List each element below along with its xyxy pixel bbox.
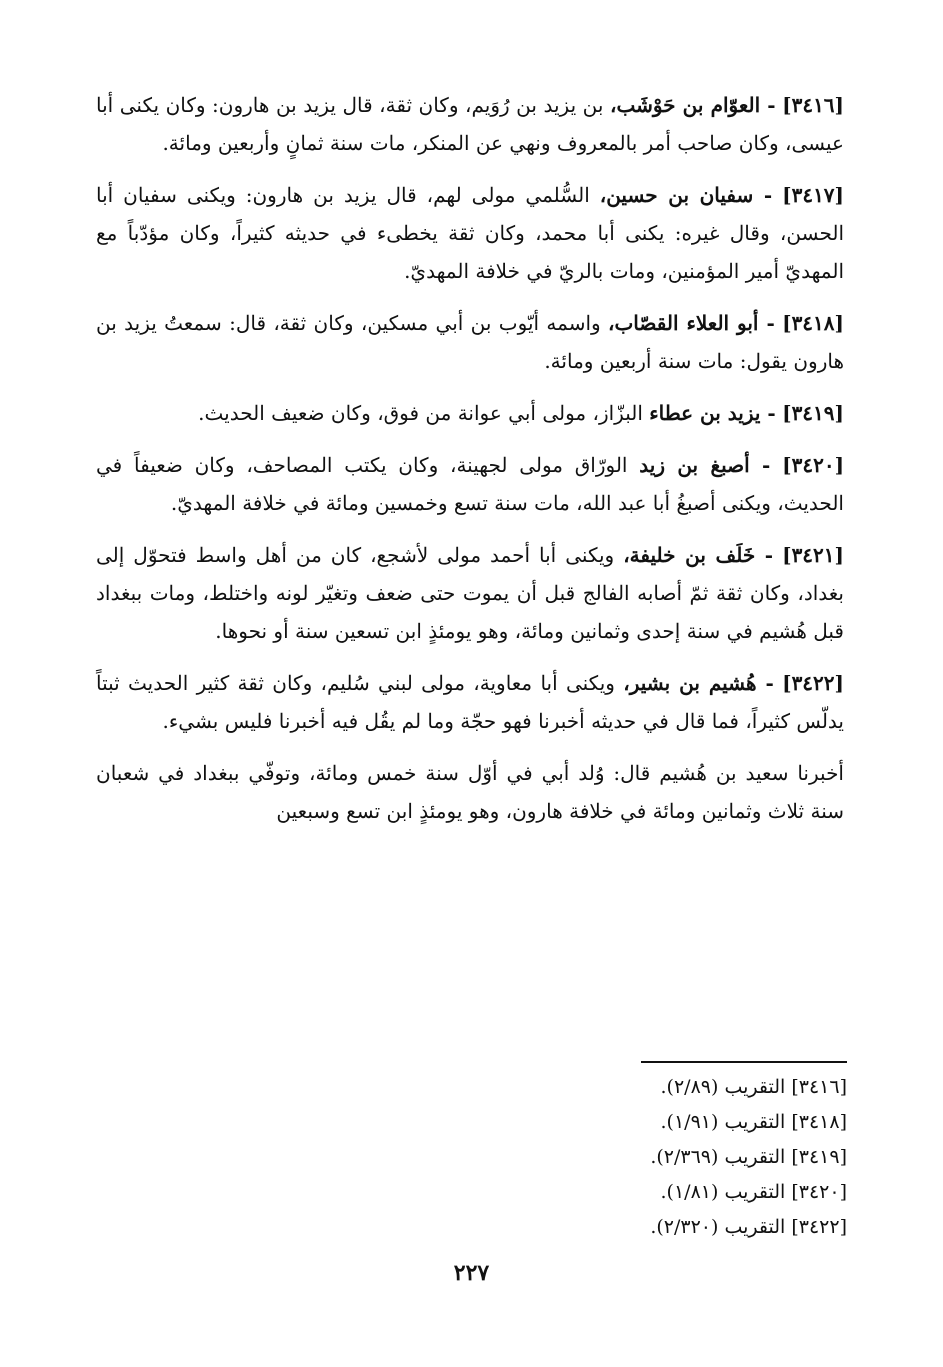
entry-number: [٣٤٢٢] — [782, 671, 844, 695]
main-text — [96, 86, 844, 844]
entry-text: الورّاق مولى لجهينة، وكان يكتب المصاحف، وكان ضعيفاً في الحديث، ويكنى أصبغُ أبا عبد الله، مات سنة تسع وخمسين ومائة في خلافة المهديّ. — [96, 453, 844, 515]
entry-name: - أصبغ بن زيد — [639, 453, 771, 477]
footnote: [٣٤١٩] التقريب (٢/٣٦٩). — [650, 1146, 847, 1168]
entry-3419 — [96, 394, 844, 432]
entry-number: [٣٤٢٠] — [782, 453, 845, 477]
entry-3418 — [96, 304, 844, 380]
narration-paragraph — [96, 754, 844, 830]
page-number: ٢٢٧ — [453, 1260, 490, 1286]
entry-3420 — [96, 446, 844, 522]
entry-text: السُّلمي مولى لهم، قال يزيد بن هارون: ويكنى سفيان أبا الحسن، وقال غيره: يكنى أبا محمد، وكان ثقة يخطىء في حديثه كثيراً، وكان مؤدّباً مع المهديّ أمير المؤمنين، ومات بالريّ في خلافة المهديّ. — [96, 183, 844, 283]
footnote: [٣٤٢٠] التقريب (١/٨١). — [660, 1181, 847, 1203]
entry-3422 — [96, 664, 844, 740]
entry-name: - هُشيم بن بشير، — [623, 671, 774, 695]
entry-text: واسمه أيّوب بن أبي مسكين، وكان ثقة، قال: سمعتُ يزيد بن هارون يقول: مات سنة أربعين ومائة. — [96, 311, 844, 373]
entry-3416 — [96, 86, 844, 162]
footnotes — [447, 1070, 847, 1245]
entry-number: [٣٤١٦] — [782, 93, 845, 117]
entry-3421 — [96, 536, 844, 650]
entry-text: بن يزيد بن رُوَيم، وكان ثقة، قال يزيد بن هارون: وكان يكنى أبا عيسى، وكان صاحب أمر بالمعروف ونهي عن المنكر، مات سنة ثمانٍ وأربعين ومائة. — [96, 93, 844, 155]
entry-text: ويكنى أبا أحمد مولى لأشجع، كان من أهل واسط فتحوّل إلى بغداد، وكان ثقة ثمّ أصابه الفالج قبل أن يموت حتى ضعف وتغيّر لونه واختلط، ومات ببغداد قبل هُشيم في سنة إحدى وثمانين ومائة، وهو يومئذٍ ابن تسعين سنة أو نحوها. — [96, 543, 844, 643]
entry-name: - أبو العلاء القصّاب، — [608, 311, 775, 335]
entry-name: - خَلَف بن خليفة، — [623, 543, 774, 567]
entry-text: أخبرنا سعيد بن هُشيم قال: وُلد أبي في أوّل سنة خمس ومائة، وتوفّي ببغداد في شعبان سنة ثلاث وثمانين ومائة في خلافة هارون، وهو يومئذٍ ابن تسع وسبعين — [96, 761, 844, 823]
entry-text: ويكنى أبا معاوية، مولى لبني سُليم، وكان ثقة كثير الحديث ثبتاً يدلّس كثيراً، فما قال في حديثه أخبرنا فهو حجّة وما لم يقُل فيه أخبرنا فليس بشيء. — [96, 671, 844, 733]
entry-text: البزّاز، مولى أبي عوانة من فوق، وكان ضعيف الحديث. — [198, 401, 650, 425]
footnote: [٣٤١٨] التقريب (١/٩١). — [660, 1111, 847, 1133]
entry-name: - العوّام بن حَوْشَب، — [609, 93, 776, 117]
entry-number: [٣٤١٨] — [782, 311, 844, 335]
footnote: [٣٤١٦] التقريب (٢/٨٩). — [660, 1076, 847, 1098]
entry-number: [٣٤١٧] — [782, 183, 845, 207]
entry-name: - سفيان بن حسين، — [599, 183, 773, 207]
footnote-divider — [641, 1061, 847, 1063]
entry-number: [٣٤١٩] — [782, 401, 844, 425]
entry-name: - يزيد بن عطاء — [649, 401, 776, 425]
entry-number: [٣٤٢١] — [782, 543, 844, 567]
footnote: [٣٤٢٢] التقريب (٢/٣٢٠). — [650, 1216, 847, 1238]
entry-3417 — [96, 176, 844, 290]
